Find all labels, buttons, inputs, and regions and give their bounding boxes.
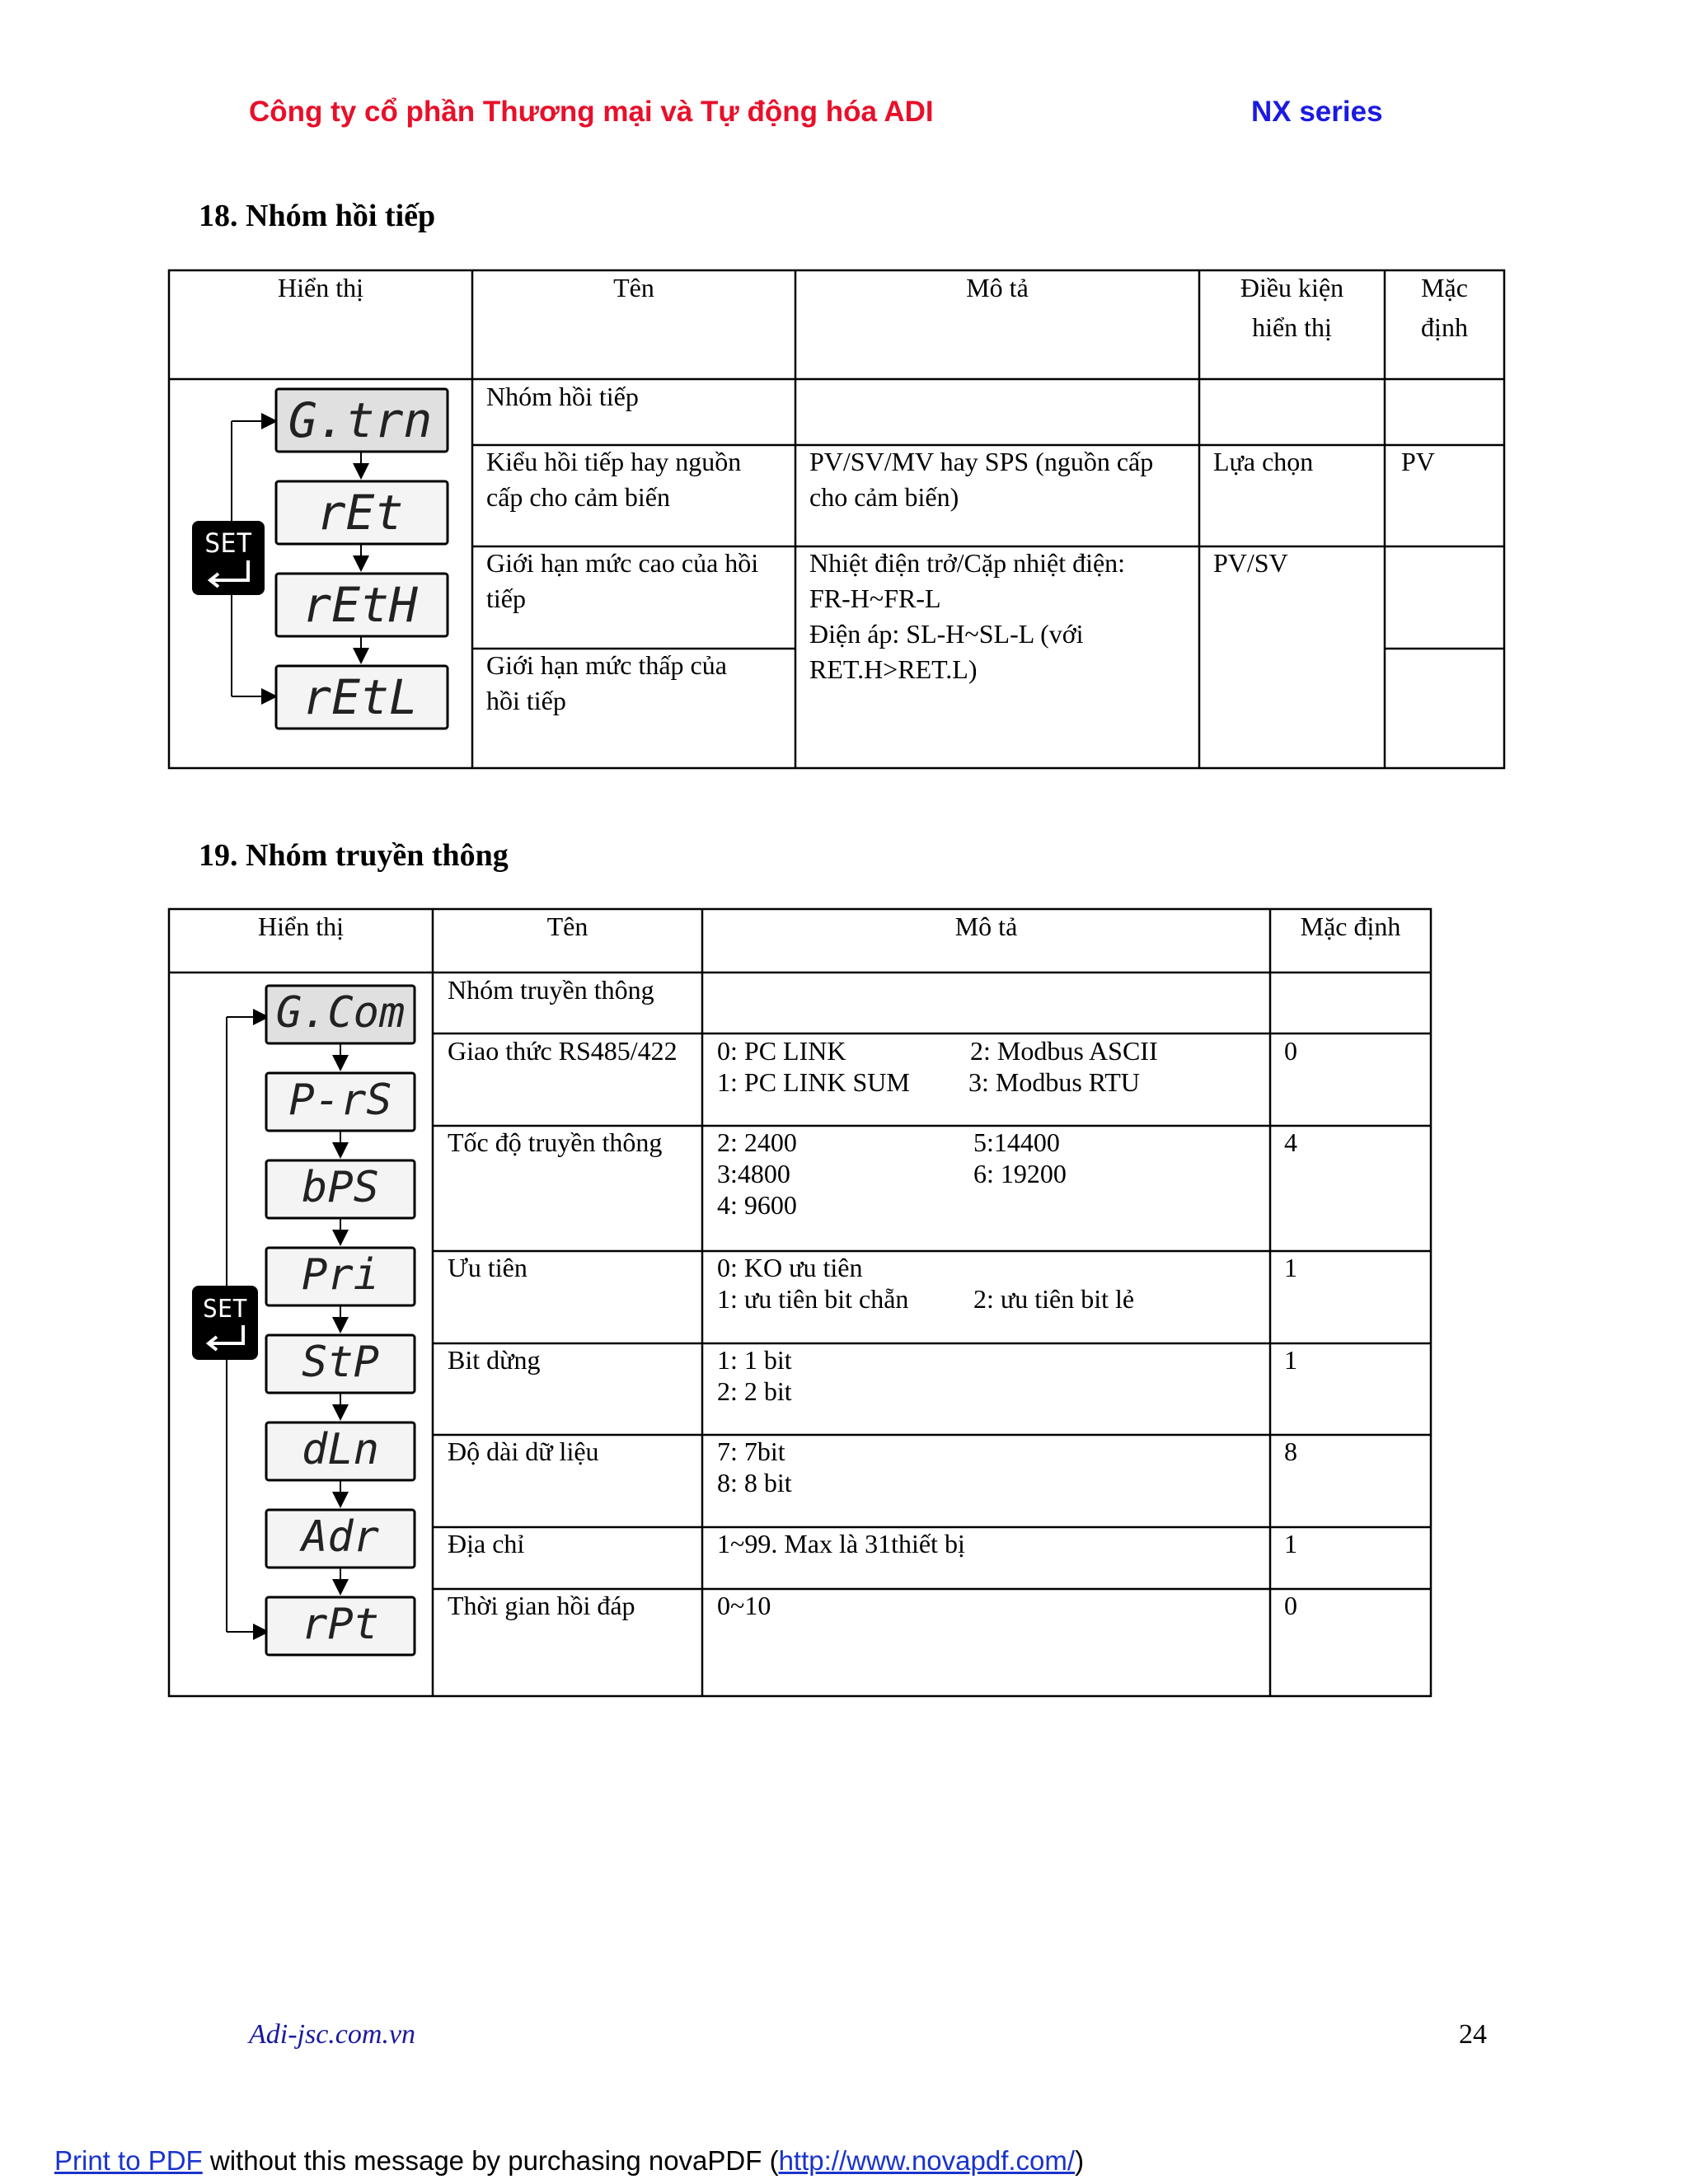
t19-row6-name: Độ dài dữ liệu (448, 1436, 599, 1466)
t19-row5-name: Bit dừng (448, 1345, 541, 1375)
t18-display-2: rEt (316, 485, 404, 541)
t19-row3-desc-l1: 2: 2400 (717, 1127, 797, 1157)
t19-row8-desc-l1: 0~10 (717, 1591, 771, 1620)
t19-row4-name: Ưu tiên (448, 1253, 528, 1282)
section-18-title: 18. Nhóm hồi tiếp (199, 199, 436, 233)
company-name: Công ty cổ phần Thương mại và Tự động hóa ADI (249, 96, 934, 128)
t19-display-8: rPt (302, 1600, 379, 1649)
t19-row5-desc-l2: 2: 2 bit (717, 1376, 792, 1406)
t18-row3-name-1: Giới hạn mức cao của hồi (486, 548, 759, 578)
t19-row3-default: 4 (1284, 1127, 1297, 1157)
novapdf-notice (54, 2145, 1084, 2177)
t19-row6-default: 8 (1284, 1436, 1297, 1466)
t19-set-label: SET (202, 1295, 248, 1324)
t18-col-mac-dinh: Mặc (1421, 273, 1468, 302)
t18-row2-cond: Lựa chọn (1213, 447, 1314, 476)
t18-set-label: SET (204, 527, 252, 559)
t19-row4-desc-l1: 0: KO ưu tiên (717, 1253, 863, 1282)
t19-col-mac-dinh: Mặc định (1300, 912, 1401, 941)
t18-display-4: rEtL (302, 669, 418, 725)
t18-merged-desc-4: RET.H>RET.L) (809, 654, 978, 684)
t18-row4-name-1: Giới hạn mức thấp của (486, 650, 727, 680)
t18-row2-desc-1: PV/SV/MV hay SPS (nguồn cấp (809, 447, 1154, 476)
t19-row7-desc-l1: 1~99. Max là 31thiết bị (717, 1529, 965, 1558)
t18-display-3: rEtH (302, 577, 418, 633)
t19-row2-desc-r1: 2: Modbus ASCII (970, 1036, 1158, 1066)
t18-row2-default: PV (1401, 447, 1435, 476)
t18-col-mac-dinh-2: định (1421, 312, 1468, 342)
t19-row3-desc-r2: 6: 19200 (973, 1159, 1067, 1188)
t19-row2-desc-l2: 1: PC LINK SUM (717, 1067, 910, 1097)
print-to-pdf-link[interactable]: Print to PDF (54, 2145, 203, 2176)
t19-row2-default: 0 (1284, 1036, 1297, 1066)
t19-display-3: bPS (302, 1163, 379, 1212)
t19-row3-name: Tốc độ truyền thông (448, 1127, 663, 1157)
t19-row2-desc-r2: 3: Modbus RTU (968, 1067, 1140, 1097)
t18-row2-desc-2: cho cảm biến) (809, 482, 959, 512)
t19-row3-desc-l3: 4: 9600 (717, 1190, 797, 1220)
series-name: NX series (1251, 96, 1383, 128)
t18-col-ten: Tên (613, 273, 654, 302)
t19-row3-desc-l2: 3:4800 (717, 1159, 790, 1188)
t18-row3-name-2: tiếp (486, 583, 526, 613)
t19-display-4: Pri (302, 1250, 379, 1300)
t19-row8-name: Thời gian hồi đáp (448, 1591, 635, 1620)
t18-col-hien-thi: Hiển thị (278, 273, 363, 302)
t18-row2-name-2: cấp cho cảm biến (486, 482, 670, 512)
t18-display-1: G.trn (288, 392, 433, 448)
t18-col-dieu-kien-2: hiển thị (1252, 312, 1332, 342)
t19-col-hien-thi: Hiển thị (258, 912, 344, 941)
t19-col-mo-ta: Mô tả (954, 912, 1018, 941)
t19-row2-name: Giao thức RS485/422 (448, 1036, 678, 1066)
t19-row6-desc-l1: 7: 7bit (717, 1436, 785, 1466)
t18-row2-name-1: Kiểu hồi tiếp hay nguồn (486, 447, 742, 476)
t19-row7-default: 1 (1284, 1529, 1297, 1558)
t19-row8-default: 0 (1284, 1591, 1297, 1620)
t19-row7-name: Địa chỉ (448, 1529, 525, 1558)
novapdf-url-link[interactable]: http://www.novapdf.com/ (778, 2145, 1076, 2176)
t19-row1-name: Nhóm truyền thông (448, 975, 654, 1005)
t19-row2-desc-l1: 0: PC LINK (717, 1036, 846, 1066)
t19-display-2: P-rS (288, 1076, 392, 1125)
footer-website[interactable]: Adi-jsc.com.vn (249, 2019, 416, 2050)
t19-row4-desc-r2: 2: ưu tiên bit lẻ (973, 1284, 1135, 1314)
t19-display-6: dLn (302, 1425, 379, 1474)
t18-row4-name-2: hồi tiếp (486, 686, 566, 715)
t19-row4-desc-l2: 1: ưu tiên bit chẵn (717, 1284, 909, 1314)
t19-display-7: Adr (302, 1512, 379, 1562)
t18-col-dieu-kien: Điều kiện (1240, 273, 1344, 302)
t18-row3-cond: PV/SV (1213, 548, 1288, 578)
t18-merged-desc-3: Điện áp: SL-H~SL-L (với (809, 619, 1084, 649)
t19-col-ten: Tên (546, 912, 588, 941)
novapdf-text-end: ) (1075, 2145, 1085, 2176)
t19-row5-default: 1 (1284, 1345, 1297, 1375)
page-number: 24 (1459, 2019, 1487, 2050)
t19-row3-desc-r1: 5:14400 (973, 1127, 1060, 1157)
t19-row4-default: 1 (1284, 1253, 1297, 1282)
novapdf-text: without this message by purchasing novaPDF ( (202, 2145, 779, 2176)
t19-display-5: StP (302, 1338, 379, 1387)
t19-row6-desc-l2: 8: 8 bit (717, 1468, 792, 1497)
t18-row1-name: Nhóm hồi tiếp (486, 382, 639, 411)
t19-row5-desc-l1: 1: 1 bit (717, 1345, 792, 1375)
t18-col-mo-ta: Mô tả (966, 273, 1029, 302)
section-19-title: 19. Nhóm truyền thông (199, 838, 509, 873)
t18-merged-desc-2: FR-H~FR-L (809, 583, 941, 613)
t18-merged-desc-1: Nhiệt điện trở/Cặp nhiệt điện: (809, 548, 1126, 578)
t19-display-1: G.Com (275, 988, 406, 1038)
